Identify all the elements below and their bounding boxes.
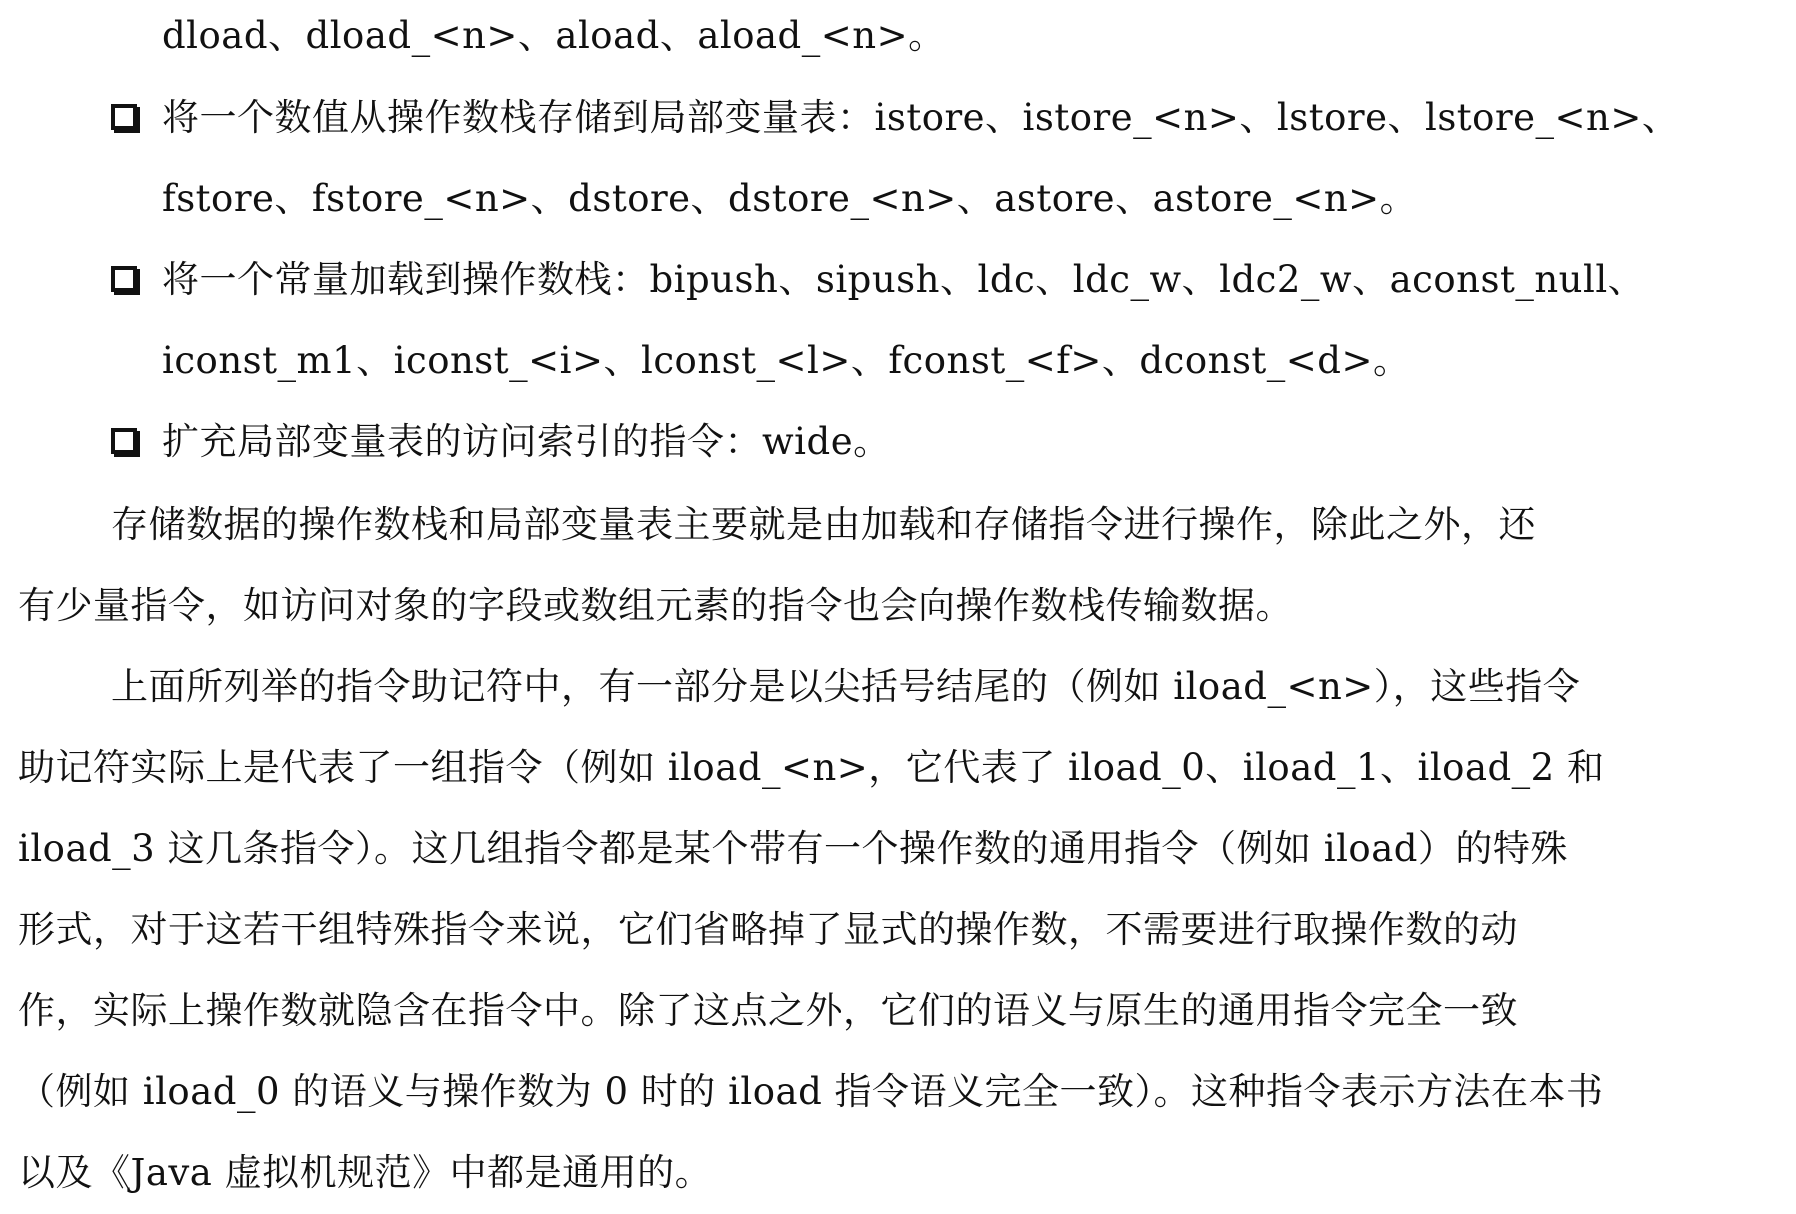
- checkbox-bullet-icon: [111, 428, 137, 454]
- paragraph-1-line-1: 存储数据的操作数栈和局部变量表主要就是由加载和存储指令进行操作，除此之外，还: [111, 503, 1536, 546]
- paragraph-1-line-2: 有少量指令，如访问对象的字段或数组元素的指令也会向操作数栈传输数据。: [18, 584, 1293, 627]
- bullet-wide-line: 扩充局部变量表的访问索引的指令：wide。: [162, 420, 891, 463]
- paragraph-2-line-2: 助记符实际上是代表了一组指令（例如 iload_<n>，它代表了 iload_0、iload_1、iload_2 和: [18, 746, 1605, 789]
- paragraph-2-line-1: 上面所列举的指令助记符中，有一部分是以尖括号结尾的（例如 iload_<n>），这些指令: [111, 665, 1581, 708]
- bullet-const-line-2: iconst_m1、iconst_<i>、lconst_<l>、fconst_<f>、dconst_<d>。: [162, 339, 1411, 382]
- checkbox-bullet-icon: [111, 266, 137, 292]
- continued-list-line: dload、dload_<n>、aload、aload_<n>。: [162, 14, 946, 57]
- bullet-store-line-2: fstore、fstore_<n>、dstore、dstore_<n>、astore、astore_<n>。: [162, 177, 1418, 220]
- checkbox-bullet-icon: [111, 104, 137, 130]
- paragraph-2-line-6: （例如 iload_0 的语义与操作数为 0 时的 iload 指令语义完全一致）。这种指令表示方法在本书: [18, 1070, 1604, 1113]
- paragraph-2-line-7: 以及《Java 虚拟机规范》中都是通用的。: [18, 1151, 713, 1194]
- bullet-const-line-1: 将一个常量加载到操作数栈：bipush、sipush、ldc、ldc_w、ldc2_w、aconst_null、: [162, 258, 1646, 301]
- paragraph-2-line-4: 形式，对于这若干组特殊指令来说，它们省略掉了显式的操作数，不需要进行取操作数的动: [18, 908, 1518, 951]
- paragraph-2-line-3: iload_3 这几条指令）。这几组指令都是某个带有一个操作数的通用指令（例如 iload）的特殊: [18, 827, 1568, 870]
- bullet-store-line-1: 将一个数值从操作数栈存储到局部变量表：istore、istore_<n>、lstore、lstore_<n>、: [162, 96, 1680, 139]
- paragraph-2-line-5: 作，实际上操作数就隐含在指令中。除了这点之外，它们的语义与原生的通用指令完全一致: [18, 989, 1518, 1032]
